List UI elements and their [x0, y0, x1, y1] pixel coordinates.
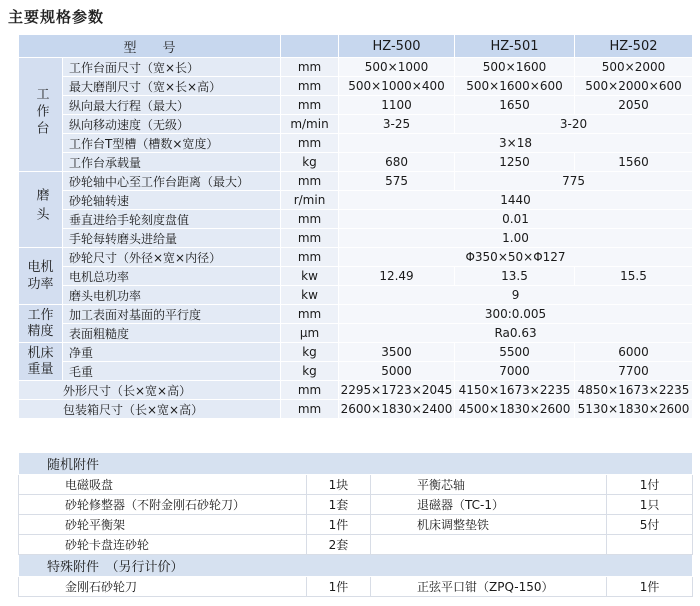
spec-value: 4850×1673×2235 [575, 381, 693, 400]
spec-value: 575 [339, 172, 455, 191]
spec-value: 1.00 [339, 229, 693, 248]
group-label-grinding-head: 磨头 [19, 172, 63, 248]
spec-name: 纵向最大行程（最大） [63, 96, 281, 115]
spec-unit: mm [281, 172, 339, 191]
list-item [19, 475, 693, 495]
accessory-qty: 1块 [307, 475, 371, 495]
spec-value: 15.5 [575, 267, 693, 286]
table-row [19, 191, 693, 210]
special-accessories-header [19, 555, 693, 577]
spec-unit: mm [281, 210, 339, 229]
spec-name: 砂轮尺寸（外径×宽×内径） [63, 248, 281, 267]
spec-value: 13.5 [455, 267, 575, 286]
spec-value: 1100 [339, 96, 455, 115]
model-label: 型 号 [19, 35, 281, 58]
spec-value: 5130×1830×2600 [575, 400, 693, 419]
accessory-qty: 5付 [607, 515, 693, 535]
accessory-qty: 1套 [307, 495, 371, 515]
accessory-name: 退磁器（TC-1） [371, 495, 607, 515]
spec-value: 3-25 [339, 115, 455, 134]
model-hz500: HZ-500 [339, 35, 455, 58]
spec-unit: mm [281, 96, 339, 115]
accessory-qty: 1付 [607, 475, 693, 495]
table-row [19, 210, 693, 229]
spec-value: 1250 [455, 153, 575, 172]
spec-name: 外形尺寸（长×宽×高） [19, 381, 281, 400]
accessories-table [18, 452, 693, 597]
table-row [19, 248, 693, 267]
page-title: 主要规格参数 [8, 8, 105, 26]
table-row [19, 134, 693, 153]
table-row [19, 172, 693, 191]
spec-unit: kw [281, 267, 339, 286]
group-label-motor-power: 电机功率 [19, 248, 63, 305]
spec-value: 300:0.005 [339, 305, 693, 324]
model-hz502: HZ-502 [575, 35, 693, 58]
spec-value: 500×2000 [575, 58, 693, 77]
spec-value: 0.01 [339, 210, 693, 229]
accessory-name: 砂轮修整器（不附金刚石砂轮刀） [19, 495, 307, 515]
spec-name: 手轮每转磨头进给量 [63, 229, 281, 248]
spec-name: 砂轮轴转速 [63, 191, 281, 210]
spec-unit: mm [281, 134, 339, 153]
spec-value: 3-20 [455, 115, 693, 134]
spec-value: 500×2000×600 [575, 77, 693, 96]
model-hz501: HZ-501 [455, 35, 575, 58]
group-label-machine-weight: 机床重量 [19, 343, 63, 381]
group-label-table: 工作台 [19, 58, 63, 172]
spec-unit: mm [281, 229, 339, 248]
spec-unit: mm [281, 58, 339, 77]
spec-name: 磨头电机功率 [63, 286, 281, 305]
table-row [19, 77, 693, 96]
spec-unit: mm [281, 248, 339, 267]
table-row [19, 96, 693, 115]
spec-value: 4500×1830×2600 [455, 400, 575, 419]
list-item [19, 535, 693, 555]
accessory-name: 机床调整垫铁 [371, 515, 607, 535]
spec-value: 3500 [339, 343, 455, 362]
table-row [19, 305, 693, 324]
spec-name: 纵向移动速度（无级） [63, 115, 281, 134]
spec-value: 7000 [455, 362, 575, 381]
spec-name: 工作台T型槽（槽数×宽度） [63, 134, 281, 153]
spec-name: 包装箱尺寸（长×宽×高） [19, 400, 281, 419]
accessory-name: 砂轮卡盘连砂轮 [19, 535, 307, 555]
table-row [19, 381, 693, 400]
spec-name: 加工表面对基面的平行度 [63, 305, 281, 324]
spec-value: 5000 [339, 362, 455, 381]
section-title: 随机附件 [19, 453, 693, 475]
spec-value: 1650 [455, 96, 575, 115]
accessory-qty: 1只 [607, 495, 693, 515]
spec-value: 9 [339, 286, 693, 305]
spec-table [18, 34, 693, 419]
spec-value: 2295×1723×2045 [339, 381, 455, 400]
spec-value: 1440 [339, 191, 693, 210]
spec-name: 表面粗糙度 [63, 324, 281, 343]
spec-unit: mm [281, 77, 339, 96]
standard-accessories-header [19, 453, 693, 475]
section-title: 特殊附件 （另行计价） [19, 555, 693, 577]
spec-value: 4150×1673×2235 [455, 381, 575, 400]
spec-value: 2600×1830×2400 [339, 400, 455, 419]
accessory-name: 电磁吸盘 [19, 475, 307, 495]
spec-name: 砂轮轴中心至工作台距离（最大） [63, 172, 281, 191]
list-item [19, 495, 693, 515]
table-row [19, 324, 693, 343]
spec-name: 垂直进给手轮刻度盘值 [63, 210, 281, 229]
accessory-qty: 1件 [607, 577, 693, 597]
spec-value: 500×1000 [339, 58, 455, 77]
accessory-qty: 1件 [307, 515, 371, 535]
accessory-qty [607, 535, 693, 555]
spec-unit: kg [281, 362, 339, 381]
spec-value: 500×1000×400 [339, 77, 455, 96]
list-item [19, 577, 693, 597]
spec-value: Φ350×50×Φ127 [339, 248, 693, 267]
group-label-precision: 工作精度 [19, 305, 63, 343]
table-row [19, 400, 693, 419]
spec-unit: kg [281, 343, 339, 362]
spec-value: 2050 [575, 96, 693, 115]
spec-value: 5500 [455, 343, 575, 362]
spec-header-row [19, 35, 693, 58]
spec-value: 500×1600 [455, 58, 575, 77]
table-row [19, 343, 693, 362]
spec-name: 净重 [63, 343, 281, 362]
spec-value: 6000 [575, 343, 693, 362]
spec-unit: mm [281, 400, 339, 419]
spec-value: 3×18 [339, 134, 693, 153]
spec-unit: m/min [281, 115, 339, 134]
table-row [19, 286, 693, 305]
spec-name: 电机总功率 [63, 267, 281, 286]
spec-value: Ra0.63 [339, 324, 693, 343]
accessory-name: 金刚石砂轮刀 [19, 577, 307, 597]
spec-name: 工作台承载量 [63, 153, 281, 172]
spec-value: 775 [455, 172, 693, 191]
spec-value: 680 [339, 153, 455, 172]
table-row [19, 153, 693, 172]
accessory-name [371, 535, 607, 555]
accessory-name: 砂轮平衡架 [19, 515, 307, 535]
spec-unit: kg [281, 153, 339, 172]
spec-unit: mm [281, 305, 339, 324]
spec-name: 工作台面尺寸（宽×长） [63, 58, 281, 77]
table-row [19, 115, 693, 134]
accessory-name: 正弦平口钳（ZPQ-150） [371, 577, 607, 597]
accessory-qty: 1件 [307, 577, 371, 597]
list-item [19, 515, 693, 535]
spec-value: 500×1600×600 [455, 77, 575, 96]
spec-name: 毛重 [63, 362, 281, 381]
spec-value: 1560 [575, 153, 693, 172]
spec-unit: mm [281, 381, 339, 400]
spec-unit: r/min [281, 191, 339, 210]
accessory-qty: 2套 [307, 535, 371, 555]
table-row [19, 362, 693, 381]
table-row [19, 58, 693, 77]
unit-header [281, 35, 339, 58]
spec-name: 最大磨削尺寸（宽×长×高） [63, 77, 281, 96]
spec-value: 7700 [575, 362, 693, 381]
spec-unit: μm [281, 324, 339, 343]
spec-unit: kw [281, 286, 339, 305]
table-row [19, 267, 693, 286]
table-row [19, 229, 693, 248]
spec-value: 12.49 [339, 267, 455, 286]
accessory-name: 平衡芯轴 [371, 475, 607, 495]
